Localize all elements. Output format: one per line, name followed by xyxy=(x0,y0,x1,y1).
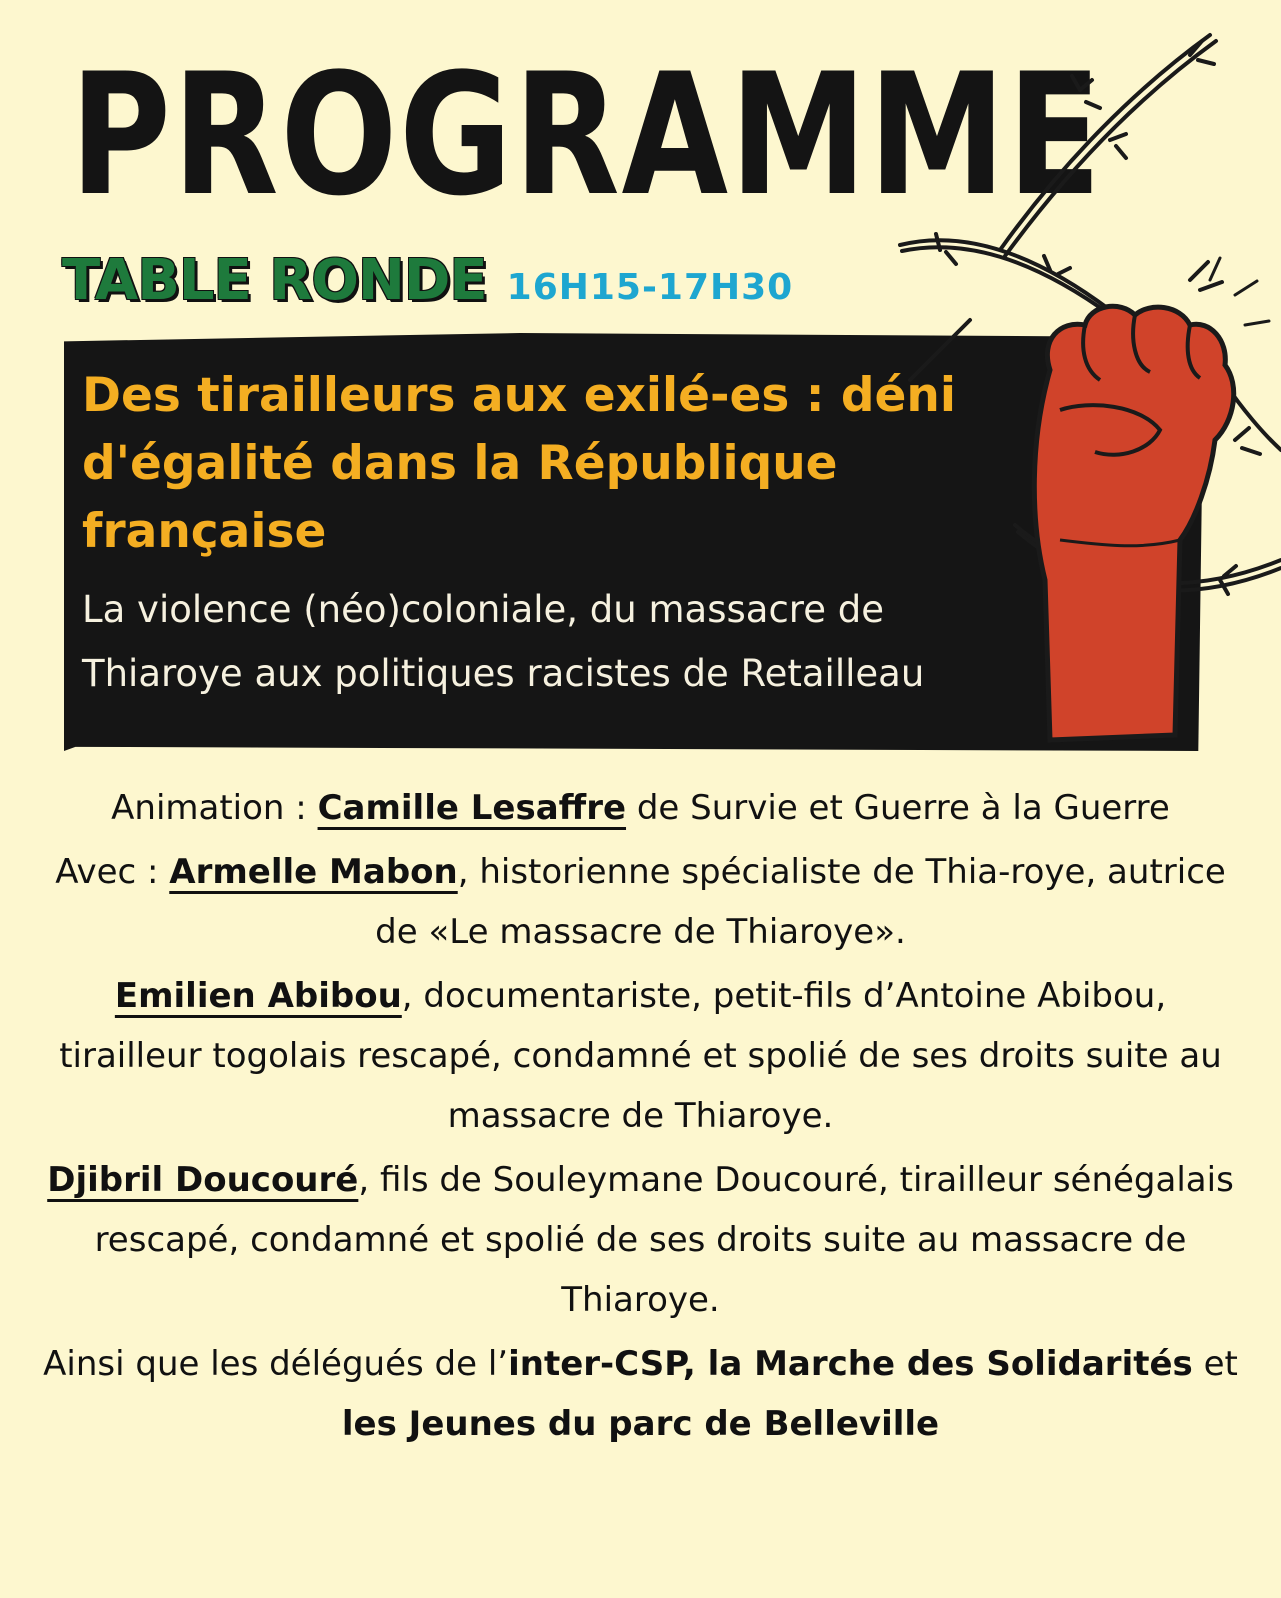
speaker-name: Emilien Abibou xyxy=(114,976,402,1016)
moderator-name: Camille Lesaffre xyxy=(317,788,627,828)
speaker-entry: Djibril Doucouré, fils de Souleymane Doucouré, tirailleur sénégalais rescapé, condamné et spolié de ses droits suite au massacre de Thiaroye. xyxy=(47,1160,1234,1320)
organization-name: inter-CSP, la Marche des Solidarités xyxy=(508,1344,1193,1384)
event-type: TABLE RONDE xyxy=(62,248,487,313)
event-subheader xyxy=(62,248,793,313)
organization-name: les Jeunes du parc de Belleville xyxy=(341,1404,940,1444)
speaker-name: Armelle Mabon xyxy=(169,852,458,892)
topic-subtitle: La violence (néo)coloniale, du massacre de Thiaroye aux politiques racistes de Retailleau xyxy=(82,588,925,695)
speaker-entry: Emilien Abibou, documentariste, petit-fils d’Antoine Abibou, tirailleur togolais rescapé, condamné et spolié de ses droits suite au massacre de Thiaroye. xyxy=(59,976,1222,1136)
speaker-name: Djibril Doucouré xyxy=(47,1160,359,1200)
page-title: PROGRAMME xyxy=(70,37,1103,233)
topic-title: Des tirailleurs aux exilé-es : déni d'égalité dans la République française xyxy=(82,368,956,559)
speakers-section xyxy=(40,778,1241,1454)
animation-line: Animation : Camille Lesaffre de Survie et Guerre à la Guerre xyxy=(111,788,1170,828)
speaker-entry: Avec : Armelle Mabon, historienne spécialiste de Thia-roye, autrice de «Le massacre de Thiaroye». xyxy=(55,852,1226,952)
event-time: 16H15-17H30 xyxy=(506,267,794,308)
closing-line: Ainsi que les délégués de l’inter-CSP, la Marche des Solidarités et les Jeunes du parc de Belleville xyxy=(43,1344,1238,1444)
impact-lines-icon xyxy=(1210,258,1269,325)
